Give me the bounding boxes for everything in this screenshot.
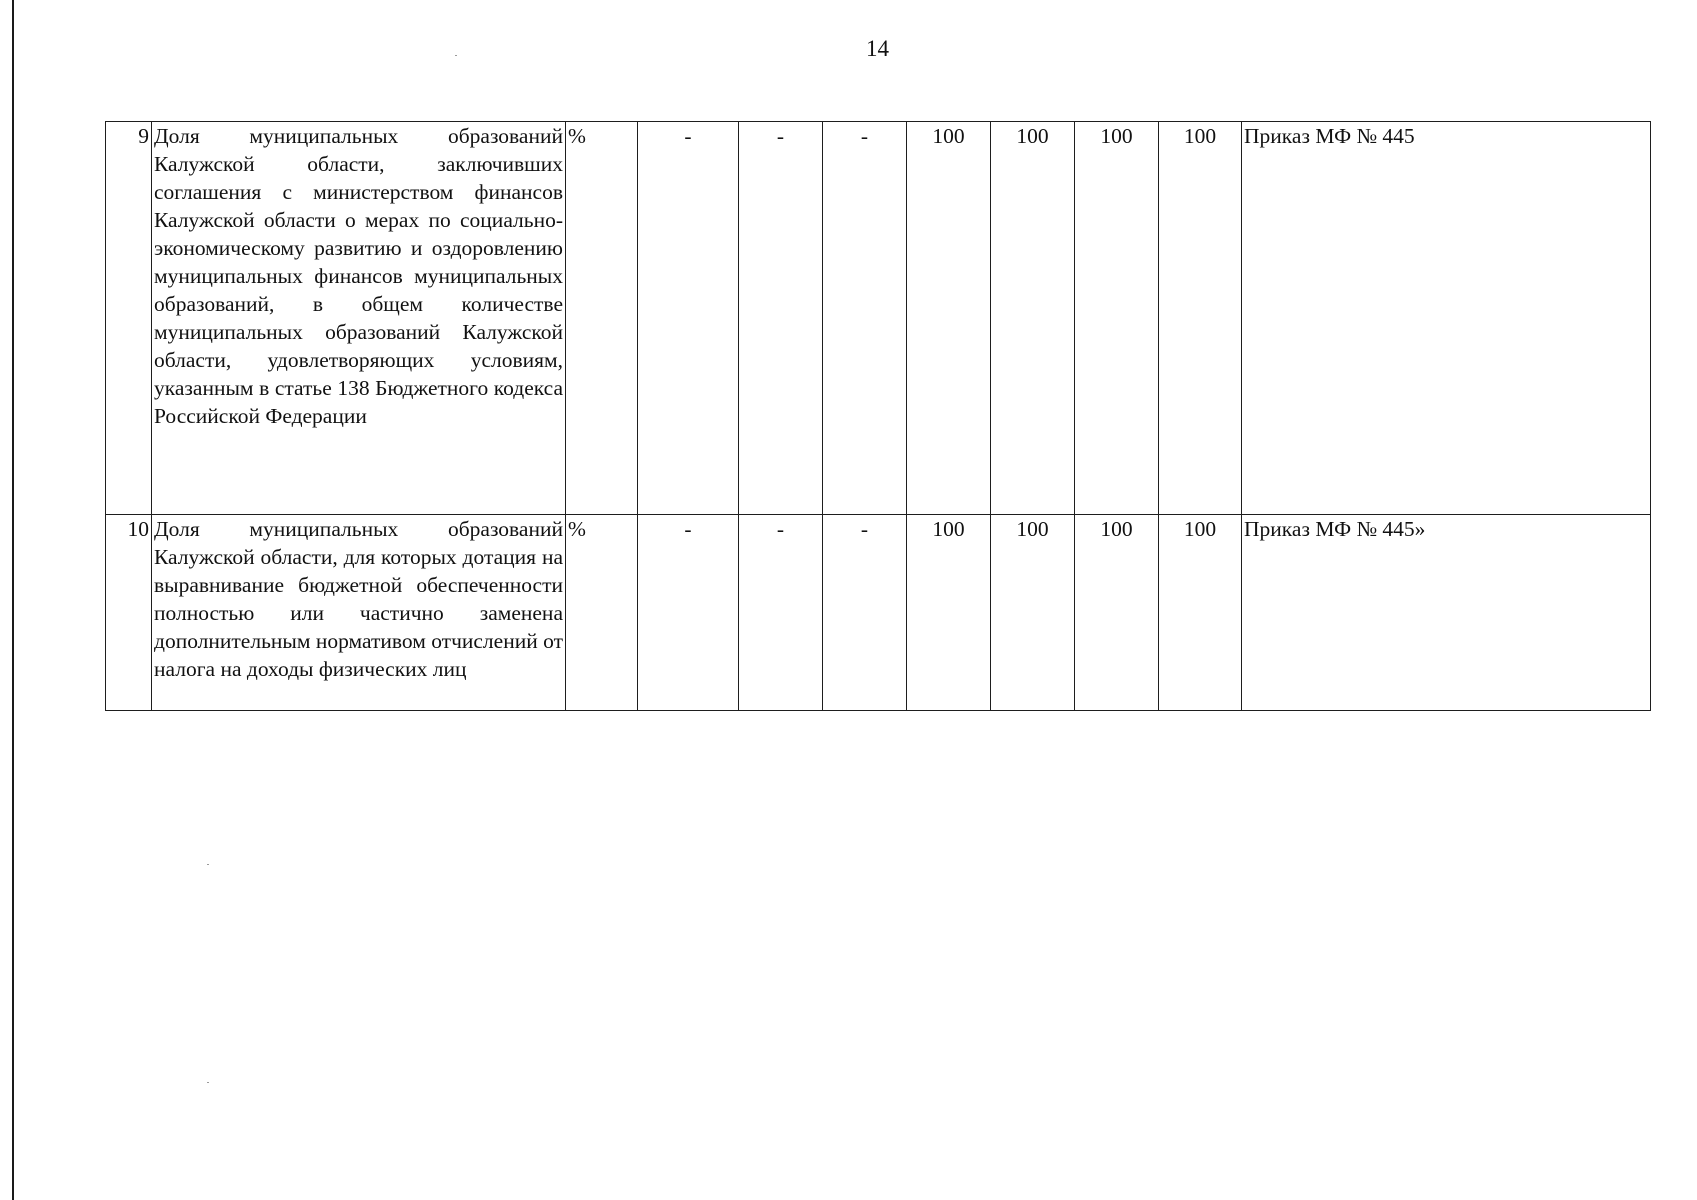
value-cell: - [823,515,907,711]
row-number: 10 [106,515,152,711]
table-row [106,122,1651,515]
scan-speck [207,1082,209,1083]
unit-cell: % [566,515,638,711]
value-cell: 100 [991,122,1075,515]
value-cell: 100 [1075,515,1159,711]
page-left-edge [12,0,14,1200]
scan-speck [455,55,457,56]
table-row [106,515,1651,711]
source-document-cell: Приказ МФ № 445» [1242,515,1651,711]
value-cell: 100 [1159,122,1242,515]
page-number: 14 [866,36,889,61]
value-cell: - [823,122,907,515]
value-cell: 100 [907,122,991,515]
indicators-table [105,121,1651,711]
value-cell: - [638,122,739,515]
value-cell: 100 [991,515,1075,711]
value-cell: 100 [1159,515,1242,711]
source-document-cell: Приказ МФ № 445 [1242,122,1651,515]
indicator-description: Доля муниципальных образований Калужской области, для которых дотация на выравнивание бюджетной обеспеченности полностью или частично заменена дополнительным нормативом отчислений от налога на доходы физических лиц [152,515,566,711]
value-cell: 100 [1075,122,1159,515]
row-number: 9 [106,122,152,515]
value-cell: - [638,515,739,711]
unit-cell: % [566,122,638,515]
value-cell: - [739,122,823,515]
indicator-description: Доля муниципальных образований Калужской области, заключивших соглашения с министерством финансов Калужской области о мерах по социально-экономическому развитию и оздоровлению муниципальных финансов муниципальных образований, в общем количестве муниципальных образований Калужской области, удовлетворяющих условиям, указанным в статье 138 Бюджетного кодекса Российской Федерации [152,122,566,515]
value-cell: - [739,515,823,711]
value-cell: 100 [907,515,991,711]
scan-speck [207,864,209,865]
